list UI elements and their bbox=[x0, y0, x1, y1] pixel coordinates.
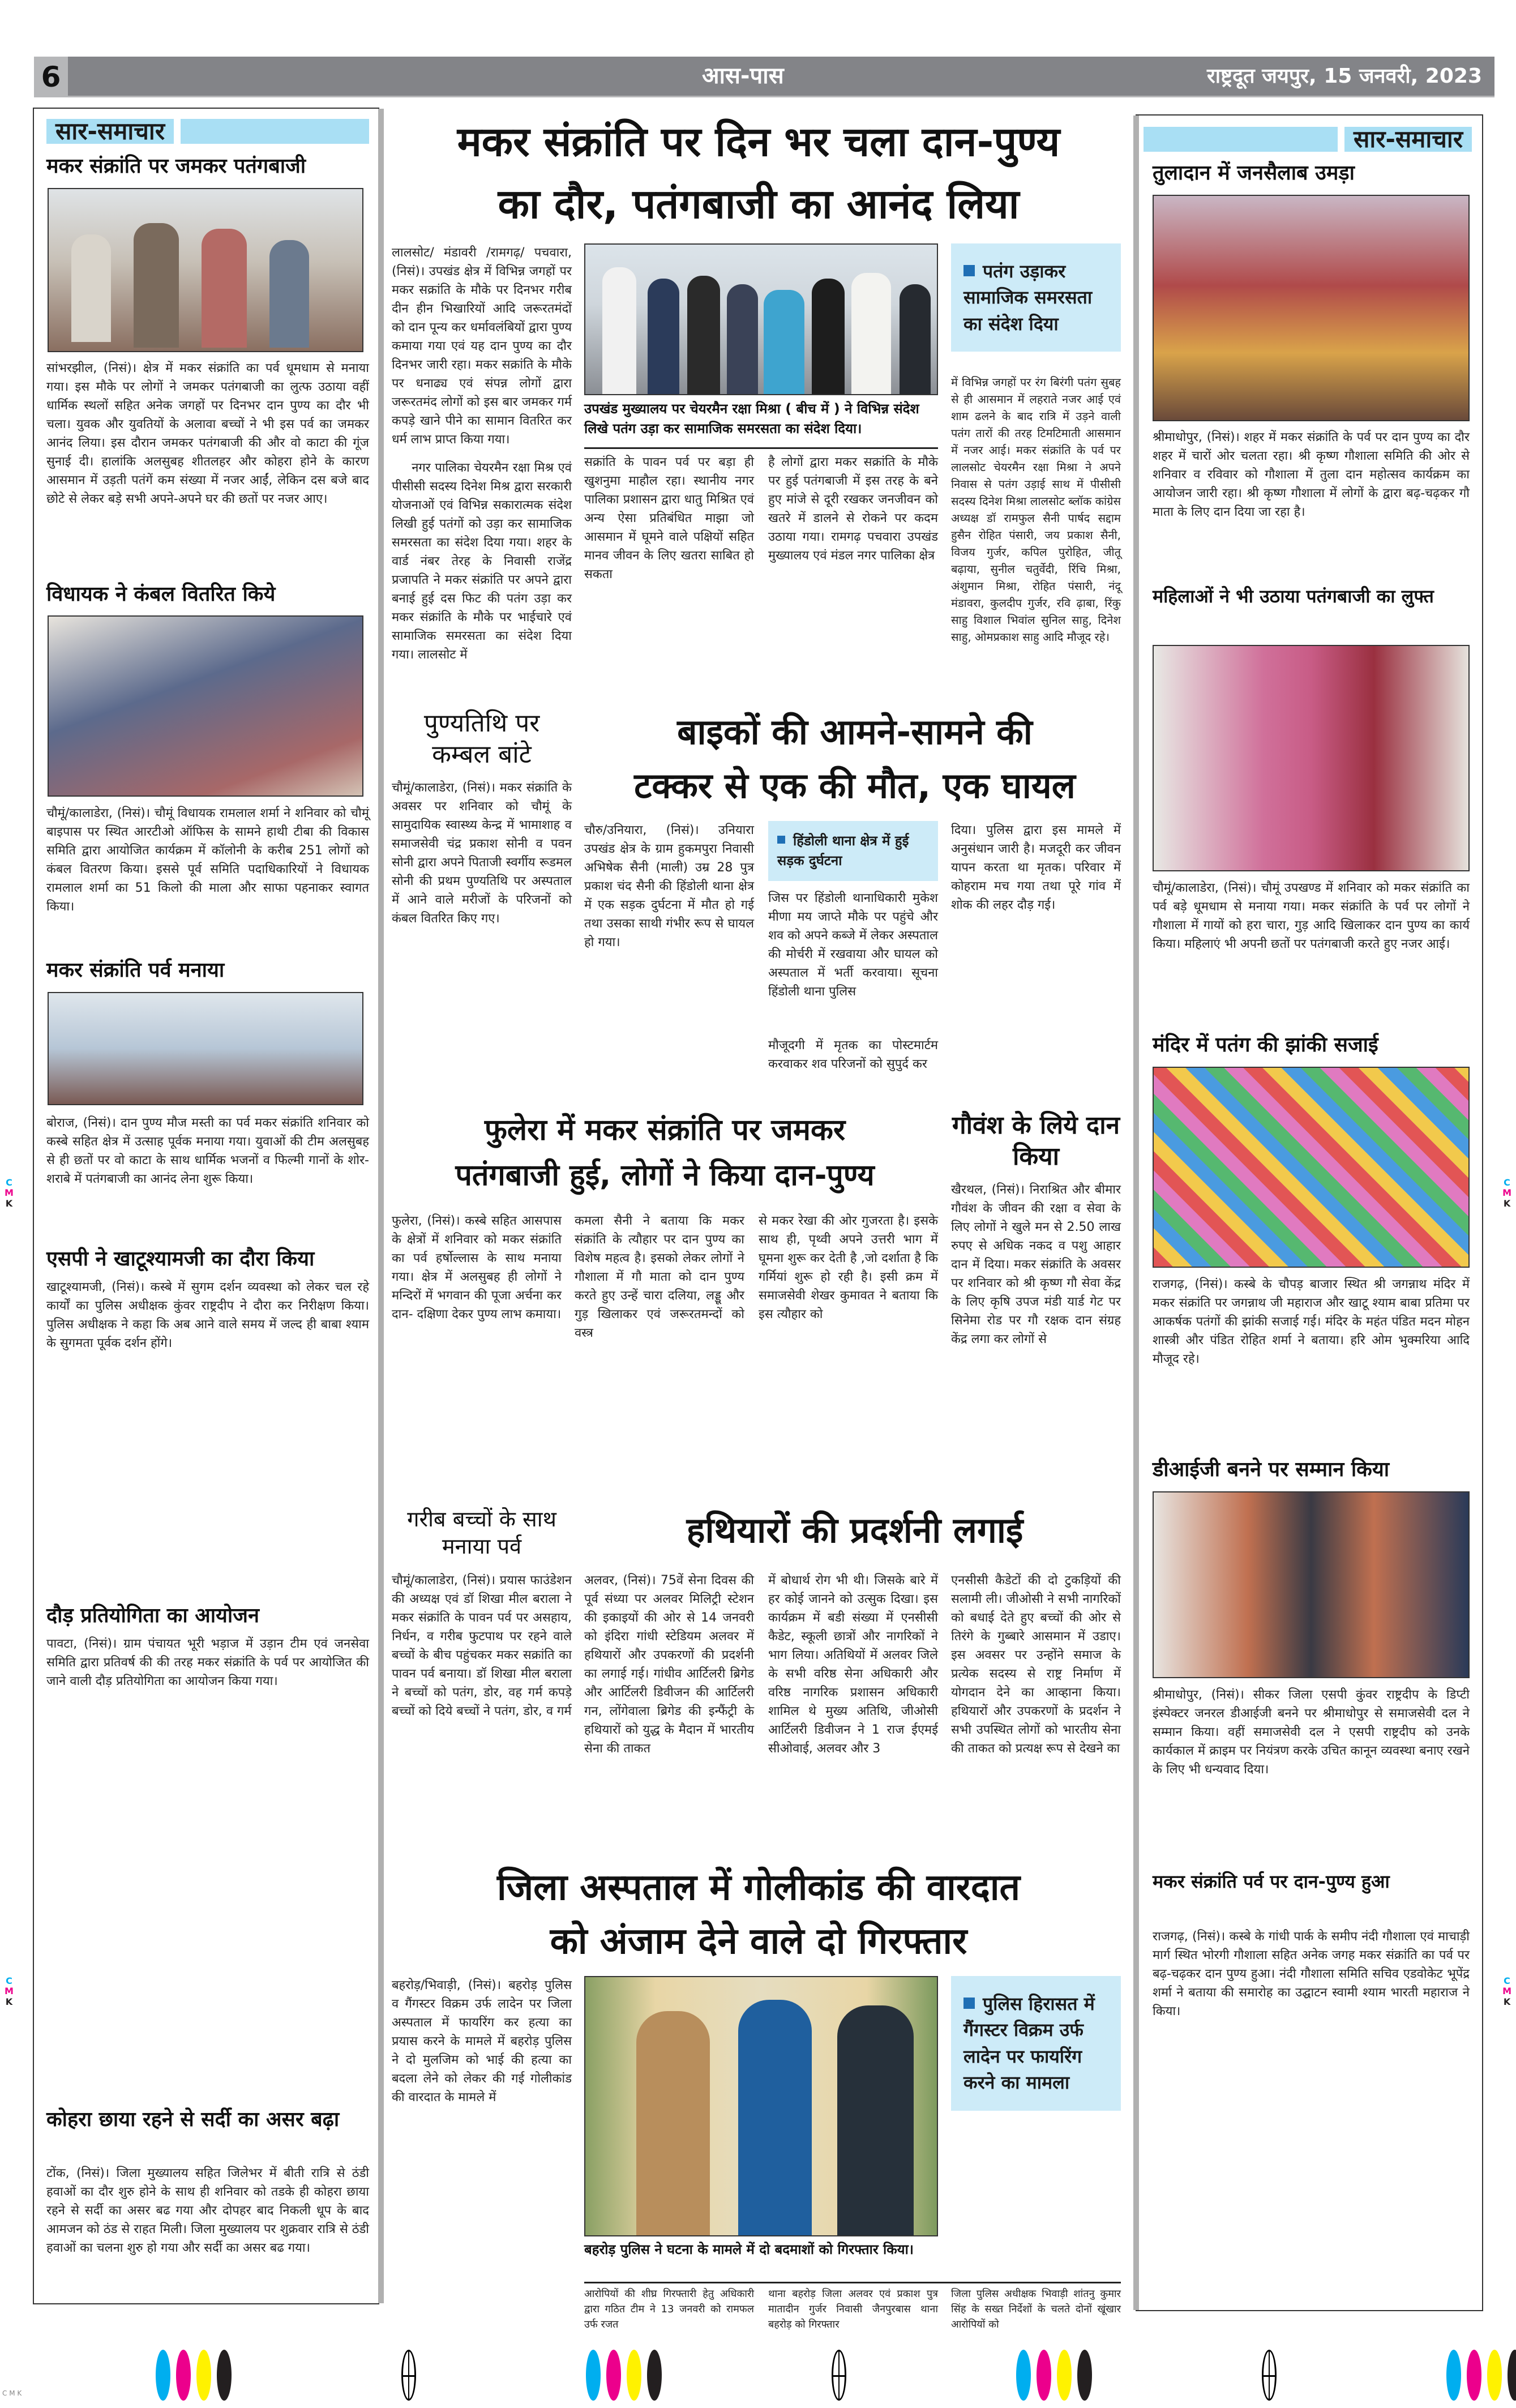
section-tag: सार-समाचार bbox=[46, 119, 174, 144]
children-kite-photo bbox=[48, 992, 363, 1105]
story-body: दिया। पुलिस द्वारा इस मामले में अनुसंधान जारी है। मजदूरी कर जीवन यापन करता था मृतक। परिवार में कोहराम मच गया तथा पूरे गांव में शोक की लहर दौड़ गई। bbox=[951, 823, 1121, 912]
hospital-headline-line1: जिला अस्पताल में गोलीकांड की वारदात bbox=[497, 1867, 1020, 1909]
story-body: अलवर, (निसं)। 75वें सेना दिवस की पूर्व संध्या पर अलवर मिलिट्री स्टेशन की इकाइयों की ओर से 14 जनवरी को इंदिरा गांधी स्टेडियम अलवर में हथियारों और उपकरणों की प्रदर्शनी का लगाई गई। गांधीव आर्टिलरी ब्रिगेड और आर्टिलरी डिवीजन की आर्टिलरी गन, लोंगेवाला ब्रिगेड की इन्फैंट्री के हथियारों को युद्ध के मैदान में भारतीय सेना की ताकत bbox=[584, 1573, 754, 1756]
story-body: एनसीसी कैडेटों की दो टुकड़ियों की सलामी ली। जीओसी ने सभी नागरिकों को बधाई देते हुए बच्चों की ओर से तिरंगे के गुब्बारे आसमान में उडाए। इस अवसर पर उन्होंने समाज के प्रत्येक सदस्य से राष्ट्र निर्माण में योगदान देने का आव्हाना किया। हथियारों और उपकरणों के प्रदर्शन ने सभी उपस्थित लोगों को भारतीय सेना की ताकत को प्रत्यक्ष रूप से देखने का bbox=[951, 1573, 1121, 1756]
story-headline: दौड़ प्रतियोगिता का आयोजन bbox=[46, 1604, 259, 1627]
black-dot bbox=[1508, 2350, 1516, 2401]
phulera-headline-line2: पतंगबाजी हुई, लोगों ने किया दान-पुण्य bbox=[455, 1158, 875, 1192]
story-headline: तुलादान में जनसैलाब उमड़ा bbox=[1153, 161, 1355, 185]
lead-photo-kite-group bbox=[584, 243, 938, 395]
story-body: श्रीमाधोपुर, (निसं)। शहर में मकर संक्रांति के पर्व पर दान पुण्य का दौर शहर में चारों ओर चलता रहा। श्री कृष्ण गौशाला समिति की ओर से शनिवार व रविवार को गौशाला में तुला दान महोत्सव कार्यक्रम का आयोजन जारी रहा। श्री कृष्ण गौशाला में लोगों के द्वारा बढ़-चढ़कर गौ माता के लिए दान दिया जा रहा है। bbox=[1153, 430, 1470, 519]
lead-callout bbox=[951, 243, 1121, 352]
callout-text: हिंडोली थाना क्षेत्र में हुई सड़क दुर्घटना bbox=[777, 833, 909, 869]
column-shade bbox=[378, 109, 384, 2303]
magenta-dot bbox=[176, 2350, 191, 2401]
story-body: में बोधार्थ रोग भी थी। जिसके बारे में हर कोई जानने को उत्सुक दिखा। इस कार्यक्रम में बडी संख्या में एनसीसी कैडेट, स्कूली छात्रों और नागरिकों ने भाग लिया। अतिथियों में अलवर जिले के सभी वरिष्ठ सेना अधिकारी और वरिष्ठ नागरिक प्रशासन अधिकारी शामिल थे मुख्य अतिथि, जीओसी आर्टिलरी डिवीजन ने 1 राज ईएमई सीओवाई, अलवर और 3 bbox=[768, 1573, 938, 1756]
lead-body-col4: में विभिन्न जगहों पर रंग बिरंगी पतंग सुबह से ही आसमान में लहराते नजर आई एवं शाम ढलने के बाद रात्रि में उड़ने वाली पतंग तारों की तरह टिमटिमाती आसमान में नजर आई। मकर संक्रांति के पर्व पर लालसोट चेयरमैन रक्षा मिश्रा ने अपने निवास से पतंग उड़ाई साथ में पीसीसी सदस्य दिनेश मिश्रा लालसोट ब्लॉक कांग्रेस अध्यक्ष डॉ रामफुल सैनी पार्षद सद्दाम हुसैन रोहित पंसारी, जय प्रकाश सैनी, विजय गुर्जर, कपिल पुरोहित, जीतू बढ़ाया, सुनील चतुर्वेदी, रिंचि मिश्रा, अंशुमान मिश्रा, रोहित पंसारी, नंदू मंडावरा, कुलदीप गुर्जर, रवि ढ़ाबा, रिंकु साहु विशाल भिवांल सुनिल साहु, दिनेश साहु, ओमप्रकाश साहु आदि मौजूद रहे। bbox=[951, 375, 1121, 644]
story-body: बोराज, (निसं)। दान पुण्य मौज मस्ती का पर्व मकर संक्रांति शनिवार को कस्बे सहित क्षेत्र में उत्साह पूर्वक मनाया गया। युवाओं की टीम अलसुबह से ही छतों पर वो काटा के साथ धार्मिक भजनों व फिल्मी गानों के शोर-शराबे में पतंगबाजी का आनंद लेना शुरू किया। bbox=[46, 1116, 369, 1186]
story-body: श्रीमाधोपुर, (निसं)। सीकर जिला एसपी कुंवर राष्ट्रदीप के डिप्टी इंस्पेक्टर जनरल डीआईजी बनने पर श्रीमाधोपुर से समाजसेवी दल ने सम्मान किया। वहीं समाजसेवी दल ने एसपी राष्ट्रदीप को उनके कार्यकाल में क्राइम पर नियंत्रण करके उचित कानून व्यवस्था बनाए रखने के लिए भी धन्यवाद दिया। bbox=[1153, 1688, 1470, 1777]
story-headline: मकर संक्रांति पर्व पर दान-पुण्य हुआ bbox=[1153, 1871, 1390, 1892]
lead-body-col1b: नगर पालिका चेयरमैन रक्षा मिश्र एवं पीसीसी सदस्य दिनेश मिश्र द्वारा सरकारी योजनाओं एवं विभिन्न सकारात्मक संदेश लिखी हुई पतंगों को उड़ा कर सामाजिक समरसता का संदेश दिया गया। शहर के वार्ड नंबर तेरह के निवासी राजेंद्र प्रजापति ने मकर संक्रांति पर अपने द्वारा बनाई हुई दस फिट की पतंग उड़ा कर मकर संक्रांति के मौके पर भाईचारे एवं सामाजिक समरसता का संदेश दिया गया। लालसोट में bbox=[392, 461, 572, 662]
cmk-label: C M K bbox=[2, 2389, 22, 2397]
color-bar bbox=[1016, 2350, 1092, 2401]
color-bar bbox=[156, 2350, 232, 2401]
lead-body-col3: है लोगों द्वारा मकर सक्रांति के मौके पर हुई पतंगबाजी में इस तरह के बने हुए मांजे से दूरी रखकर जनजीवन को खतरे में डालने से रोकने पर कदम उठाया गया। रामगढ़ पचवारा उपखंड मुख्यालय एवं मंडल नगर पालिका क्षेत्र bbox=[768, 455, 938, 563]
hospital-callout bbox=[951, 1976, 1121, 2111]
registration-cmk-left-2: C M K bbox=[5, 1975, 14, 2007]
arrested-accused-photo bbox=[584, 1976, 938, 2236]
story-headline: मकर संक्रांति पर्व मनाया bbox=[46, 959, 225, 982]
story-headline: पुण्यतिथि पर कम्बल बांटे bbox=[423, 709, 540, 769]
kite-flying-photo bbox=[48, 188, 363, 352]
column-shade bbox=[1133, 116, 1139, 2310]
yellow-dot bbox=[1487, 2350, 1502, 2401]
bike-headline-line2: टक्कर से एक की मौत, एक घायल bbox=[634, 765, 1076, 806]
bullet-square-icon bbox=[777, 836, 785, 844]
yellow-dot bbox=[627, 2350, 641, 2401]
crosshair-target-icon bbox=[1262, 2350, 1277, 2401]
hospital-photo-caption: बहरोड़ पुलिस ने घटना के मामले में दो बदमाशों को गिरफ्तार किया। bbox=[584, 2242, 914, 2257]
section-tag: सार-समाचार bbox=[1344, 127, 1472, 152]
cyan-dot bbox=[586, 2350, 601, 2401]
story-body: राजगढ़, (निसं)। कस्बे के गांधी पार्क के समीप नंदी गौशाला एवं माचाड़ी मार्ग स्थित भोरगी गौशाला सहित अनेक जगह मकर संक्रांति का पर्व पर बढ़-चढ़कर दान पुण्य हुआ। नंदी गौशाला समिति सचिव एडवोकेट भूपेंद्र शर्मा ने बताया की समारोह का उद्घाटन स्वामी श्याम भारती महाराज ने किया। bbox=[1153, 1930, 1470, 2018]
black-dot bbox=[1077, 2350, 1092, 2401]
story-headline: मंदिर में पतंग की झांकी सजाई bbox=[1153, 1033, 1378, 1057]
story-body: से मकर रेखा की ओर गुजरता है। इसके साथ ही, पृथ्वी अपने उत्तरी भाग में घूमना शुरू कर देती है ,जो दर्शाता है कि गर्मियां शुरू हो रही है। इसी क्रम में समाजसेवी शेखर कुमावत ने बताया कि इस त्यौहार को bbox=[759, 1214, 938, 1321]
callout-text: पुलिस हिरासत में गैंगस्टर विक्रम उर्फ लादेन पर फायरिंग करने का मामला bbox=[963, 1993, 1095, 2094]
story-body: चौरु/उनियारा, (निसं)। उनियारा उपखंड क्षेत्र के ग्राम हुकमपुरा निवासी अभिषेक सैनी (माली) उम्र 28 पुत्र प्रकाश चंद सैनी की हिंडोली थाना क्षेत्र में एक सड़क दुर्घटना में मौत हो गई तथा उसका साथी गंभीर रूप से घायल हो गया। bbox=[584, 823, 754, 949]
tag-bar bbox=[1144, 127, 1338, 152]
registration-cmk-right: C M K bbox=[1502, 1177, 1511, 1209]
phulera-headline-line1: फुलेरा में मकर संक्रांति पर जमकर bbox=[484, 1113, 846, 1147]
story-body: कमला सैनी ने बताया कि मकर संक्रांति के त्यौहार पर दान पुण्य का विशेष महत्व है। इसको लेकर लोगों ने गौशाला में गौ माता को दान पुण्य करते हुए उन्हें चारा दलिया, लड्डू और गुड़ खिलाकर एवं जरूरतमन्दों को वस्त्र bbox=[575, 1214, 744, 1340]
story-headline: गौवंश के लिये दान किया bbox=[952, 1111, 1120, 1171]
story-headline: कोहरा छाया रहने से सर्दी का असर बढ़ा bbox=[46, 2108, 340, 2131]
divider bbox=[584, 447, 938, 449]
bullet-square-icon bbox=[963, 1998, 975, 2009]
bike-headline-line1: बाइकों की आमने-सामने की bbox=[677, 711, 1033, 752]
magenta-dot bbox=[606, 2350, 621, 2401]
story-headline: विधायक ने कंबल वितरित किये bbox=[46, 583, 276, 606]
edition-dateline: राष्ट्रदूत जयपुर, 15 जनवरी, 2023 bbox=[1206, 65, 1482, 88]
story-headline: महिलाओं ने भी उठाया पतंगबाजी का लुफ्त bbox=[1153, 585, 1434, 607]
story-body: जिस पर हिंडोली थानाधिकारी मुकेश मीणा मय जाप्ते मौके पर पहुंचे और शव को अपने कब्जे में लेकर अस्पताल की मोर्चरी में रखवाया और घायल को अस्पताल में भर्ती करवाया। सूचना हिंडोली थाना पुलिस bbox=[768, 891, 938, 999]
lead-body-col2: सक्रांति के पावन पर्व पर बड़ा ही खुशनुमा माहौल रहा। स्थानीय नगर पालिका प्रशासन द्वारा धातु मिश्रित एवं अन्य ऐसा प्रतिबंधित माझा जो आसमान में घूमने वाले पक्षियों सहित मानव जीवन के लिए खतरा साबित हो सकता bbox=[584, 455, 754, 581]
cyan-dot bbox=[1016, 2350, 1031, 2401]
color-bar bbox=[1446, 2350, 1516, 2401]
women-kite-photo bbox=[1153, 645, 1470, 871]
left-news-column bbox=[33, 108, 379, 2304]
yellow-dot bbox=[196, 2350, 211, 2401]
registration-marks-strip bbox=[156, 2350, 1516, 2401]
bike-callout bbox=[768, 821, 938, 881]
lead-headline-line1: मकर संक्रांति पर दिन भर चला दान-पुण्य bbox=[457, 118, 1060, 165]
story-body: पावटा, (निसं)। ग्राम पंचायत भूरी भड़ाज में उड़ान टीम एवं जनसेवा समिति द्वारा प्रतिवर्ष की की तरह मकर संक्रांति के पर्व पर आयोजित की जाने वाली दौड़ प्रतियोगिता का आयोजन किया गया। bbox=[46, 1637, 369, 1688]
bullet-square-icon bbox=[963, 265, 975, 276]
story-body: मौजूदगी में मृतक का पोस्टमार्टम करवाकर शव परिजनों को सुपुर्द कर bbox=[768, 1038, 938, 1071]
story-body: सांभरझील, (निसं)। क्षेत्र में मकर संक्रांति का पर्व धूमधाम से मनाया गया। इस मौके पर लोगों ने जमकर पतंगबाजी का लुत्फ उठाया वहीं धार्मिक स्थलों सहित अनेक जगहों पर दिनभर दान पुण्य का दौर भी चला। युवक और युवतियों के अलावा बच्चों ने भी इस पर्व का जमकर आनंद लिया। इस दौरान जमकर पतंगबाजी की और वो काटा की गूंज सुनाई दी। हालांकि अलसुबह शीतलहर और कोहरा होने के कारण आसमान में उड़ती पतंगें कम संख्या में नजर आईं, लेकिन दस बजे बाद छोटे से लेकर बड़े सभी अपने-अपने घर की छतों पर नजर आए। bbox=[46, 361, 369, 506]
story-body: चौमूं/कालाडेरा, (निसं)। चौमूं उपखण्ड में शनिवार को मकर संक्रांति का पर्व बड़े धूमधाम से मनाया गया। मकर संक्रांति के पर्व पर लोगों ने गौशाला में गायों को हरा चारा, गुड़ आदि खिलाकर दान पुण्य का कार्य किया। महिलाएं भी अपनी छतों पर पतंगबाजी करते हुए नजर आई। bbox=[1153, 881, 1470, 951]
story-headline: गरीब बच्चों के साथ मनाया पर्व bbox=[407, 1507, 556, 1559]
page-number: 6 bbox=[34, 57, 68, 97]
tuladan-photo bbox=[1153, 195, 1470, 421]
story-body: फुलेरा, (निसं)। कस्बे सहित आसपास के क्षेत्रों में शनिवार को मकर संक्रांति का पर्व हर्षोल्लास के साथ मनाया गया। क्षेत्र में अलसुबह ही लोगों ने मन्दिरों में भगवान की पूजा अर्चना कर दान- दक्षिणा देकर पुण्य लाभ कमाया। bbox=[392, 1214, 562, 1321]
story-body: थाना बहरोड़ जिला अलवर एवं प्रकाश पुत्र मातादीन गुर्जर निवासी जैनपुरबास थाना बहरोड़ को गिरफ्तार bbox=[768, 2288, 938, 2330]
story-body: आरोपियों की शीघ्र गिरफ्तारी हेतु अधिकारी द्वारा गठित टीम ने 13 जनवरी को रामफल उर्फ रजत bbox=[584, 2288, 754, 2330]
story-headline: एसपी ने खाटूश्यामजी का दौरा किया bbox=[46, 1247, 315, 1271]
color-bar bbox=[586, 2350, 662, 2401]
lead-photo-caption: उपखंड मुख्यालय पर चेयरमैन रक्षा मिश्रा ( बीच में ) ने विभिन्न संदेश लिखे पतंग उड़ा कर सामाजिक समरसता का संदेश दिया। bbox=[584, 401, 919, 437]
cyan-dot bbox=[156, 2350, 170, 2401]
right-news-column bbox=[1136, 114, 1483, 2311]
black-dot bbox=[647, 2350, 662, 2401]
dig-honour-photo bbox=[1153, 1491, 1470, 1678]
story-body: राजगढ़, (निसं)। कस्बे के चौपड़ बाजार स्थित श्री जगन्नाथ मंदिर में मकर संक्रांति पर जगन्नाथ जी महाराज और खाटू श्याम बाबा प्रतिमा पर आकर्षक पतंगों की झांकी सजाई गई। मंदिर के महंत पंडित मदन मोहन शास्त्री और पंडित रोहित शर्मा ने बताया। हरि ओम भुक्मरिया आदि मौजूद रहे। bbox=[1153, 1277, 1470, 1366]
story-body: चौमूं/कालाडेरा, (निसं)। मकर संक्रांति के अवसर पर शनिवार को चौमूं के सामुदायिक स्वास्थ्य केन्द्र में भामाशाह व समाजसेवी चंद्र प्रकाश सोनी व पवन सोनी द्वारा अपने पिताजी स्वर्गीय रूडमल सोनी की प्रथम पुण्यतिथि पर अस्पताल में आने वाले मरीजों के परिजनों को कंबल वितरित किए गए। bbox=[392, 781, 572, 926]
story-body: बहरोड़/भिवाड़ी, (निसं)। बहरोड़ पुलिस व गैंगस्टर विक्रम उर्फ लादेन पर जिला अस्पताल में फायरिंग कर हत्या का प्रयास करने के मामले में बहरोड़ पुलिस ने दो मुलजिम को भाई की हत्या का बदला लेने को लेकर की गई गोलीकांड की वारदात के मामले में bbox=[392, 1978, 572, 2105]
black-dot bbox=[217, 2350, 232, 2401]
weapons-headline: हथियारों की प्रदर्शनी लगाई bbox=[686, 1509, 1023, 1551]
section-title: आस-पास bbox=[702, 63, 784, 89]
divider bbox=[584, 2282, 1121, 2283]
yellow-dot bbox=[1057, 2350, 1072, 2401]
magenta-dot bbox=[1037, 2350, 1051, 2401]
story-body: टोंक, (निसं)। जिला मुख्यालय सहित जिलेभर में बीती रात्रि से ठंडी हवाओं का दौर शुरु होने के साथ ही शनिवार को तडके ही कोहरा छाया रहने से सर्दी का असर बढ गया और दोपहर बाद निकली धूप के बाद आमजन को ठंड से राहत मिली। जिला मुख्यालय पर शुक्रवार रात्रि से ठंडी हवाओं का चलना शुरु हो गया और सर्दी का असर बढ गया। bbox=[46, 2166, 369, 2255]
story-headline: मकर संक्रांति पर जमकर पतंगबाजी bbox=[46, 155, 306, 178]
callout-text: पतंग उड़ाकर सामाजिक समरसता का संदेश दिया bbox=[963, 260, 1093, 335]
story-body: खाटूश्यामजी, (निसं)। कस्बे में सुगम दर्शन व्यवस्था को लेकर चल रहे कार्यों का पुलिस अधीक्षक कुंवर राष्ट्रदीप ने दौरा कर निरीक्षण किया। पुलिस अधीक्षक ने कहा कि अब आने वाले समय में जल्द ही बाबा श्याम के सुगमता पूर्वक दर्शन होंगे। bbox=[46, 1280, 369, 1350]
crosshair-target-icon bbox=[832, 2350, 846, 2401]
lead-headline-line2: का दौर, पतंगबाजी का आनंद लिया bbox=[498, 180, 1020, 228]
cyan-dot bbox=[1446, 2350, 1461, 2401]
story-headline: डीआईजी बनने पर सम्मान किया bbox=[1153, 1458, 1390, 1481]
registration-cmk-right-2: C M K bbox=[1502, 1975, 1511, 2007]
story-body: चौमूं/कालाडेरा, (निसं)। प्रयास फाउंडेशन की अध्यक्ष एवं डॉ शिखा मील बराला ने मकर संक्रांति के पावन पर्व पर असहाय, निर्धन, व गरीब फुटपाथ पर रहने वाले बच्चों के बीच पहुंचकर मकर सक्रांति का पावन पर्व बनाया। डॉ शिखा मील बराला ने बच्चों को पतंग, डोर, वह गर्म कपड़े बच्चों को दिये बच्चों ने पतंग, डोर, व गर्म bbox=[392, 1573, 572, 1718]
hospital-headline-line2: को अंजाम देने वाले दो गिरफ्तार bbox=[550, 1921, 967, 1962]
tag-bar bbox=[181, 119, 369, 144]
registration-cmk-left: C M K bbox=[5, 1177, 14, 1209]
story-body: खैरथल, (निसं)। निराश्रित और बीमार गौवंश के जीवन की रक्षा व सेवा के लिए लोगों ने खुले मन से 2.50 लाख रुपए से अधिक नकद व पशु आहार दान में दिया। मकर संक्रांति के अवसर पर शनिवार को श्री कृष्ण गौ सेवा केंद्र के लिए कृषि उपज मंडी यार्ड गेट पर सिनेमा रोड पर गौ रक्षक दान संग्रह केंद्र लगा कर लोगों से bbox=[951, 1183, 1121, 1346]
lead-body-col1: लालसोट/ मंडावरी /रामगढ़/ पचवारा, (निसं)। उपखंड क्षेत्र में विभिन्न जगहों पर मकर सक्रांति के मौके पर दिनभर गरीब दीन हीन भिखारियों आदि जरूरतमंदों को दान पून्य कर धर्मावलंबियों द्वारा पुण्य कमाया गया एवं यह दान पुण्य का दौर दिनभर जारी रहा। मकर सक्रांति के मौके पर धनाढ्य एवं संपन्न लोगों द्वारा जरूरतमंद लोगों को इस बार जमकर गर्म कपड़े खाने पीने का सामान वितरित कर धर्म लाभ प्राप्त किया गया। bbox=[392, 246, 572, 447]
story-body: चौमूं/कालाडेरा, (निसं)। चौमूं विधायक रामलाल शर्मा ने शनिवार को चौमूं बाइपास पर स्थित आरटीओ ऑफिस के सामने हाथी टीबा की विकास समिति द्वारा आयोजित कार्यक्रम में कॉलोनी के करीब 251 लोगों को कंबल वितरण किया। इससे पूर्व समिति पदाधिकारियों ने विधायक रामलाल शर्मा का 51 किलो की माला और साफा पहनाकर स्वागत किया। bbox=[46, 806, 369, 914]
crosshair-target-icon bbox=[401, 2350, 416, 2401]
blanket-distribution-photo bbox=[48, 615, 363, 797]
story-body: जिला पुलिस अधीक्षक भिवाड़ी शांतनु कुमार सिंह के सख्त निर्देशों के चलते दोनों खूंखार आरोपियों को bbox=[951, 2288, 1121, 2330]
temple-kite-decoration-photo bbox=[1153, 1067, 1470, 1268]
magenta-dot bbox=[1467, 2350, 1481, 2401]
